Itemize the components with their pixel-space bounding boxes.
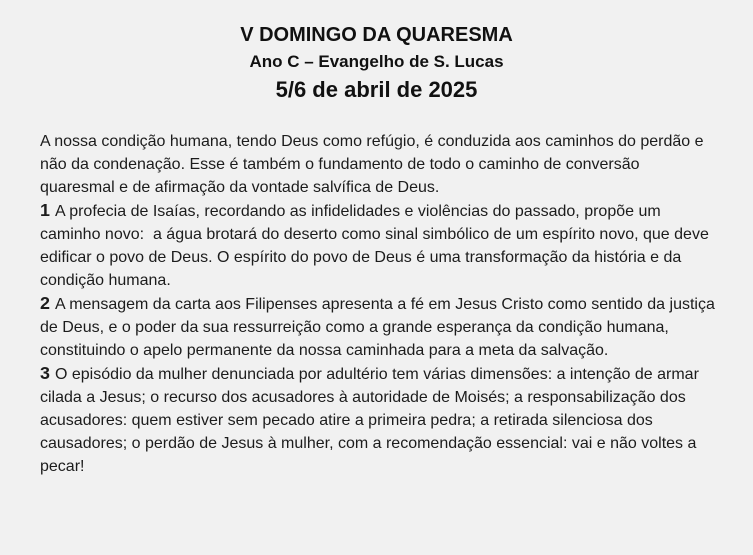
- paragraph-number: 1: [40, 200, 50, 220]
- paragraph-text: O episódio da mulher denunciada por adultério tem várias dimensões: a intenção de armar cilada a Jesus; o recurso dos acusadores à autoridade de Moisés; a responsabilização dos acusadores: quem estiver sem pecado atire a primeira pedra; a retirada silenciosa dos causadores; o perdão de Jesus à mulher, com a recomendação essencial: vai e não voltes a pecar!: [40, 366, 704, 475]
- document-header: [0, 21, 753, 105]
- page-date: 5/6 de abril de 2025: [275, 77, 478, 102]
- numbered-paragraph: [40, 292, 720, 362]
- numbered-paragraph: [40, 362, 717, 478]
- page-subtitle: Ano C – Evangelho de S. Lucas: [249, 52, 504, 71]
- intro-paragraph-text: A nossa condição humana, tendo Deus como refúgio, é conduzida aos caminhos do perdão e não da condenação. Esse é também o fundamento de todo o caminho de conversão quaresmal e de afirmação da vontade salvífica de Deus.: [40, 133, 708, 196]
- intro-paragraph: [40, 130, 717, 199]
- document-body: [0, 130, 753, 478]
- numbered-paragraph: [40, 199, 717, 292]
- paragraph-number: 3: [40, 363, 50, 383]
- paragraph-number: 2: [40, 293, 50, 313]
- page-title: V DOMINGO DA QUARESMA: [240, 24, 513, 46]
- paragraph-text: A mensagem da carta aos Filipenses apresenta a fé em Jesus Cristo como sentido da justiça de Deus, e o poder da sua ressurreição como a grande esperança da condição humana, constituindo o apelo permanente da nossa caminhada para a meta da salvação.: [40, 296, 720, 359]
- paragraph-text: A profecia de Isaías, recordando as infidelidades e violências do passado, propõe um caminho novo: a água brotará do deserto como sinal simbólico de um espírito novo, que deve edificar o povo de Deus. O espírito do povo de Deus é uma transformação da história e da condição humana.: [40, 203, 714, 289]
